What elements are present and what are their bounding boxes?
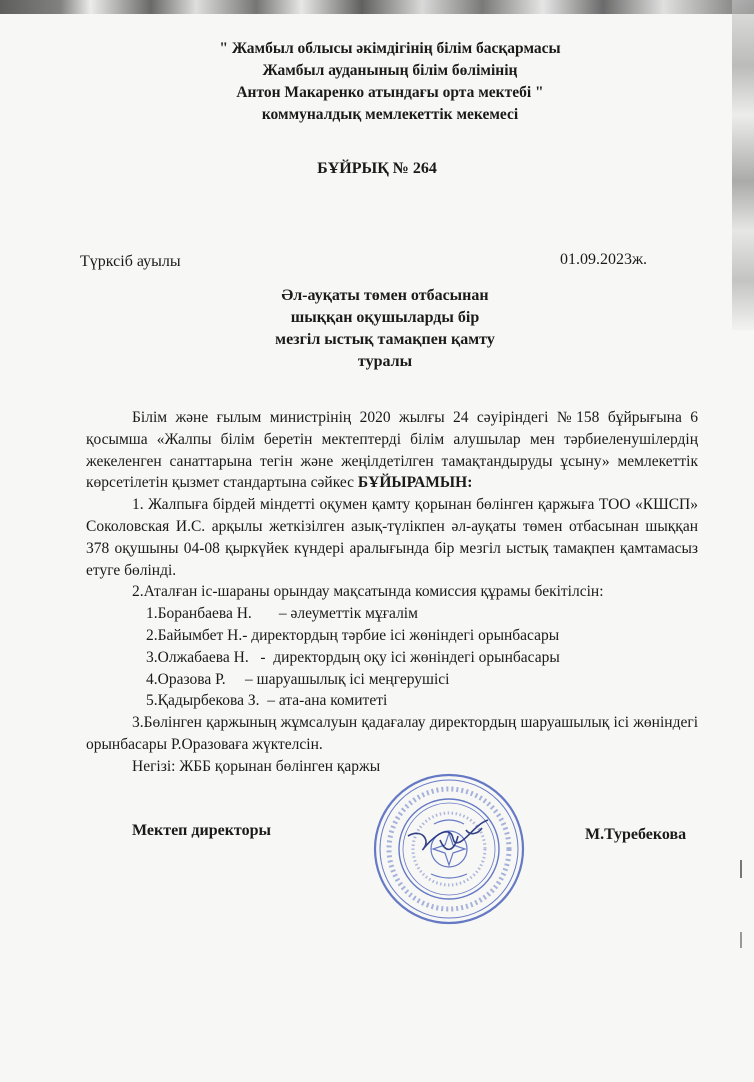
commission-member: 4.Оразова Р. – шаруашылық ісі меңгерушісі [146,670,450,688]
organization-header [150,38,630,126]
order-body [86,407,698,778]
basis-line: Негізі: ЖББ қорынан бөлінген қаржы [132,757,381,775]
signatory-title: Мектеп директоры [132,822,271,839]
subject-line-3: мезгіл ыстық тамақпен қамту [275,331,495,348]
preamble-text: Білім және ғылым министрінің 2020 жылғы 24 сәуіріндегі №158 бұйрығына 6 қосымша «Жалпы білім беретін мектептерді білім алушылар мен тәрбиеленушілердің жекеленген санаттарына тегін және жеңілдетілген тамақтандыруды ұсыну» мемлекеттік көрсетілетін қызмет стандартына сәйкес [86,409,698,492]
signature-row [0,822,754,852]
scan-mark [740,932,742,948]
commission-member: 3.Олжабаева Н. - директордың оқу ісі жөніндегі орынбасары [146,648,560,666]
commission-member: 2.Байымбет Н.- директордың тәрбие ісі жөніндегі орынбасары [146,626,560,644]
subject-line-2: шыққан оқушыларды бір [290,309,480,326]
scan-mark [740,860,742,878]
order-subject [230,285,540,373]
scan-top-edge [0,0,754,14]
header-line-1: " Жамбыл облысы әкімдігінің білім басқармасы [219,40,561,57]
order-item-1: 1. Жалпыға бірдей міндетті оқумен қамту қорынан бөлінген қаржыға ТОО «КШСП» Соколовская И.С. арқылы жеткізілген азық-түлікпен әл-ауқаты төмен отбасынан шыққан 378 оқушыны 04-08 қыркүйек күндері аралығында бір мезгіл ыстық тамақпен қамтамасыз етуге бөлінді. [86,496,698,579]
order-item-3: 3.Бөлінген қаржының жұмсалуын қадағалау директордың шаруашылық ісі жөніндегі орынбасары Р.Оразоваға жүктелсін. [86,714,698,753]
header-line-3: Антон Макаренко атындағы орта мектебі " [236,84,544,101]
order-title: БҰЙРЫҚ № 264 [317,160,437,177]
preamble-paragraph [86,407,698,494]
order-date: 01.09.2023ж. [560,251,648,268]
header-line-4: коммуналдық мемлекеттік мекемесі [261,106,519,123]
order-item-2: 2.Аталған іс-шараны орындау мақсатында комиссия құрамы бекітілсін: [132,583,604,601]
decree-word: БҰЙЫРАМЫН: [357,474,473,492]
signatory-name: М.Туребекова [585,826,687,843]
commission-member: 5.Қадырбекова З. – ата-ана комитеті [146,692,388,710]
header-line-2: Жамбыл ауданының білім бөлімінің [262,62,518,79]
subject-line-4: туралы [357,353,413,370]
place-name: Түрксіб ауылы [80,253,181,270]
commission-member: 1.Боранбаева Н. – әлеуметтік мұғалім [146,605,418,623]
subject-line-1: Әл-ауқаты төмен отбасынан [281,287,489,304]
